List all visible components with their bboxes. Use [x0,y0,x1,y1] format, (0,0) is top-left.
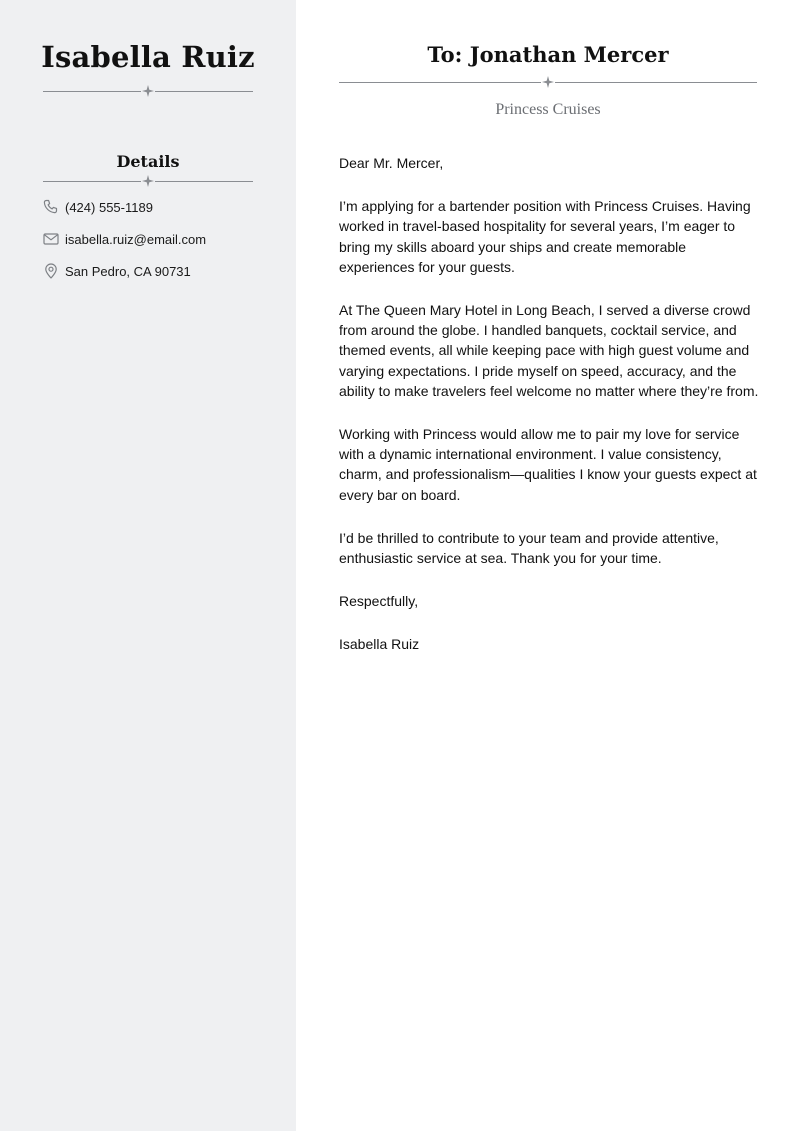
sparkle-icon [142,85,154,97]
name-divider [43,85,253,97]
contact-email [43,230,206,248]
company-name: Princess Cruises [495,101,601,118]
mail-icon [43,231,59,247]
letter-paragraph: I’m applying for a bartender position with Princess Cruises. Having worked in travel-based hospitality for several years, I’m eager to bring my skills aboard your ships and create memorable experiences for your guests. [339,198,751,275]
letter-body [339,153,759,678]
phone-icon [43,199,59,215]
phone-number: (424) 555-1189 [65,199,153,215]
signature: Isabella Ruiz [339,636,420,653]
contact-location [43,262,191,280]
location-pin-icon [43,263,59,279]
recipient-divider [339,76,757,88]
contact-phone [43,198,153,216]
details-divider [43,175,253,187]
letter-paragraph: Working with Princess would allow me to pair my love for service with a dynamic international environment. I value consistency, charm, and professionalism—qualities I know your guests expect at every bar on board. [339,426,757,503]
details-heading: Details [116,152,180,171]
salutation: Dear Mr. Mercer, [339,155,444,171]
sparkle-icon [142,175,154,187]
letter-paragraph: I’d be thrilled to contribute to your team and provide attentive, enthusiastic service at sea. Thank you for your time. [339,529,719,567]
applicant-name: Isabella Ruiz [41,40,255,74]
recipient-heading: To: Jonathan Mercer [427,42,669,67]
letter-paragraph: At The Queen Mary Hotel in Long Beach, I served a diverse crowd from around the globe. I handled banquets, cocktail service, and themed events, all while keeping pace with high guest volume and varying expectations. I pride myself on speed, accuracy, and the ability to make travelers feel welcome no matter where they’re from. [339,302,759,399]
sparkle-icon [542,76,554,88]
closing: Respectfully, [339,593,419,610]
location: San Pedro, CA 90731 [65,263,191,279]
email-address: isabella.ruiz@email.com [65,231,207,247]
sidebar [0,0,296,1131]
